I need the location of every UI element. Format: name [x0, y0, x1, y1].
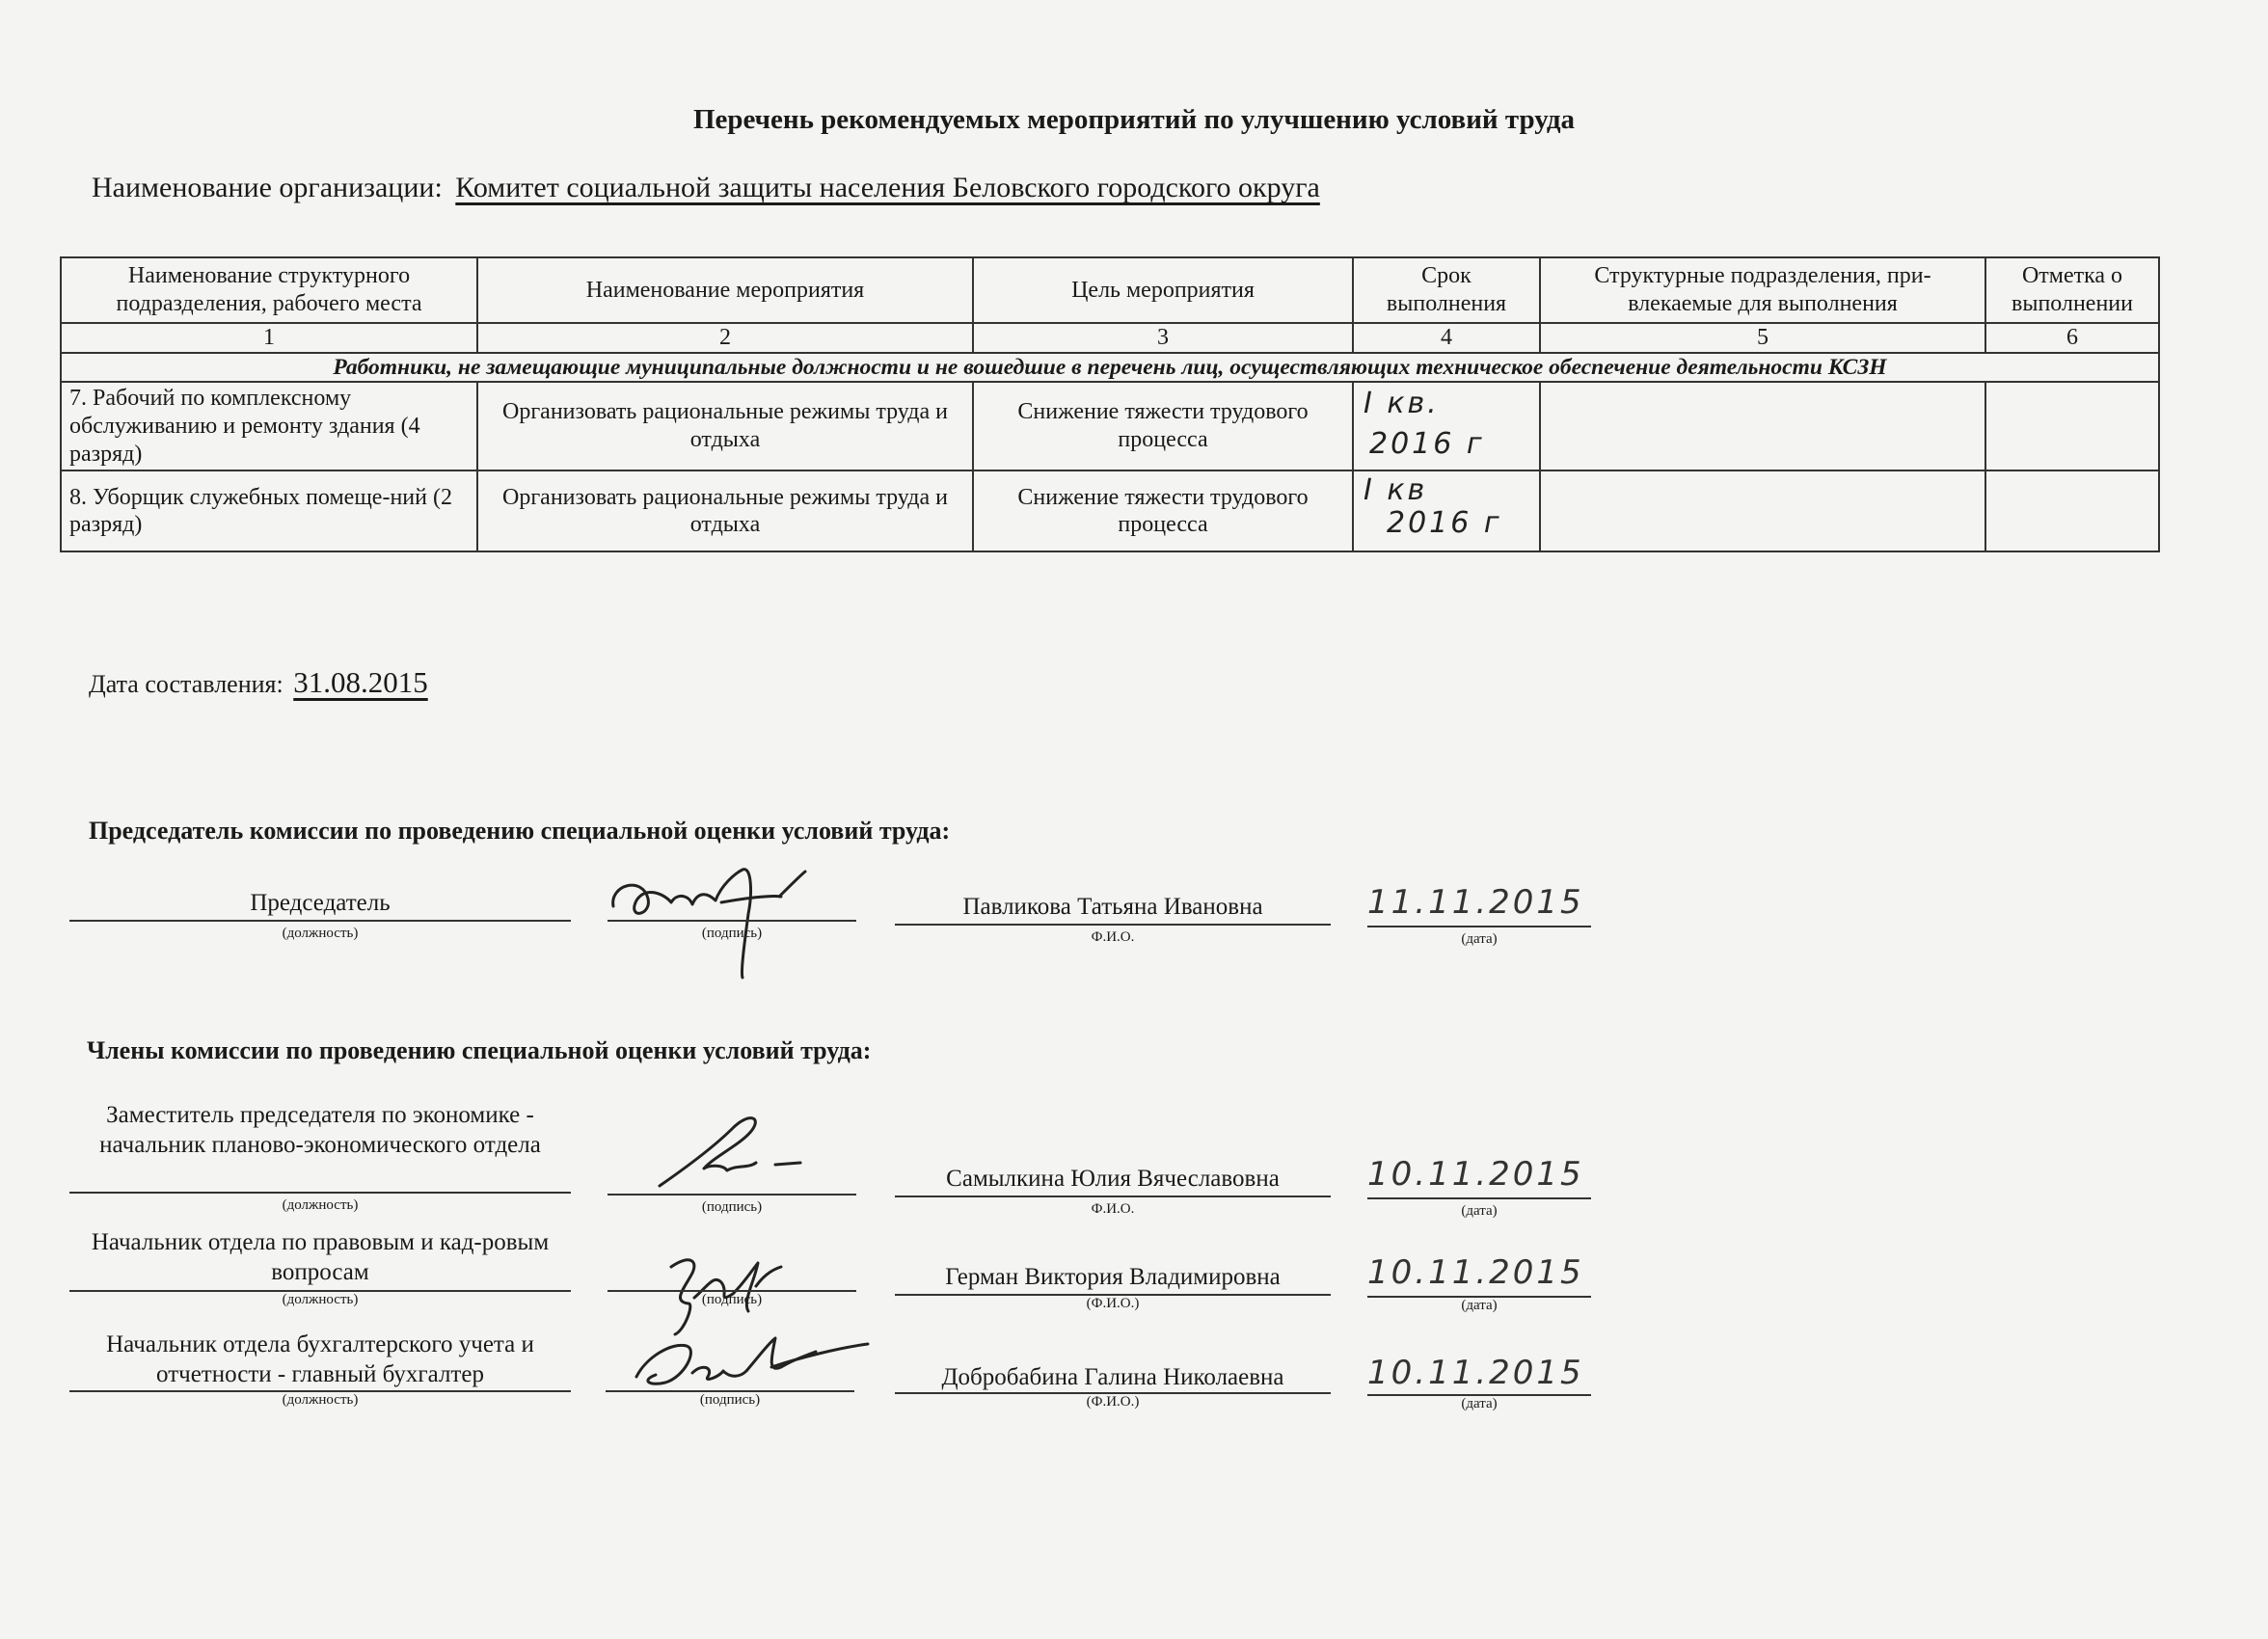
caption-signature: (подпись): [701, 926, 763, 941]
deadline-handwritten-quarter: I кв: [1364, 473, 1428, 508]
caption-fio: Ф.И.О.: [1091, 1201, 1135, 1217]
chairman-heading: Председатель комиссии по проведению специальной оценки условий труда:: [89, 817, 951, 845]
caption-position: (должность): [282, 1392, 359, 1408]
goal-cell: Снижение тяжести трудового процесса: [973, 470, 1353, 551]
member-date: 10.11.2015: [1367, 1253, 1584, 1292]
header-deadline: Срок выполнения: [1353, 257, 1540, 323]
deadline-handwritten-quarter: I кв.: [1364, 386, 1440, 420]
chairman-position: Председатель: [250, 890, 391, 916]
deadline-cell: [1353, 382, 1540, 470]
departments-cell: [1540, 470, 1985, 551]
table-row: [61, 382, 2159, 470]
member-position: Начальник отдела по правовым и кад-ровым вопросам: [91, 1229, 550, 1285]
group-title: Работники, не замещающие муниципальные должности и не вошедшие в перечень лиц, осуществляющих техническое обеспечение деятельности КСЗН: [61, 353, 2159, 382]
deadline-cell: [1353, 470, 1540, 551]
caption-fio-paren: (Ф.И.О.): [1086, 1296, 1140, 1311]
organization-label: Наименование организации:: [92, 172, 443, 203]
mark-cell: [1985, 382, 2159, 470]
measure-cell: Организовать рациональные режимы труда и отдыха: [477, 470, 973, 551]
header-mark: Отметка о выполнении: [1985, 257, 2159, 323]
goal-cell: Снижение тяжести трудового процесса: [973, 382, 1353, 470]
column-number: 1: [61, 323, 477, 353]
members-heading: Члены комиссии по проведению специальной оценки условий труда:: [87, 1036, 872, 1064]
column-number: 3: [973, 323, 1353, 353]
table-header-row: [61, 257, 2159, 323]
header-measure: Наименование мероприятия: [477, 257, 973, 323]
caption-date: (дата): [1461, 931, 1498, 947]
caption-position: (должность): [282, 1197, 359, 1213]
mark-cell: [1985, 470, 2159, 551]
caption-date: (дата): [1461, 1298, 1498, 1313]
caption-position: (должность): [282, 926, 359, 941]
header-goal: Цель мероприятия: [973, 257, 1353, 323]
member-name: Добробабина Галина Николаевна: [941, 1364, 1284, 1390]
chairman-name: Павликова Татьяна Ивановна: [962, 894, 1263, 920]
chairman-signature: [608, 856, 839, 981]
deadline-handwritten-year: 2016 г: [1387, 506, 1502, 541]
column-number: 6: [1985, 323, 2159, 353]
deadline-handwritten-year: 2016 г: [1369, 426, 1485, 461]
column-number: 4: [1353, 323, 1540, 353]
caption-fio-paren: (Ф.И.О.): [1086, 1394, 1140, 1410]
column-number: 5: [1540, 323, 1985, 353]
compiled-label: Дата составления:: [89, 670, 284, 698]
member-name: Герман Виктория Владимировна: [945, 1264, 1281, 1290]
member-date: 10.11.2015: [1367, 1354, 1584, 1392]
organization-line: [92, 172, 1326, 204]
member-name: Самылкина Юлия Вячеславовна: [946, 1166, 1280, 1192]
header-departments: Структурные подразделения, при-влекаемые для выполнения: [1540, 257, 1985, 323]
header-workplace: Наименование структурного подразделения, рабочего места: [61, 257, 477, 323]
caption-date: (дата): [1461, 1396, 1498, 1411]
caption-signature: (подпись): [699, 1392, 761, 1408]
caption-position: (должность): [282, 1292, 359, 1307]
caption-date: (дата): [1461, 1203, 1498, 1219]
column-number: 2: [477, 323, 973, 353]
departments-cell: [1540, 382, 1985, 470]
member-date: 10.11.2015: [1367, 1155, 1584, 1194]
column-numbers-row: [61, 323, 2159, 353]
workplace-cell: 7. Рабочий по комплексному обслуживанию и ремонту здания (4 разряд): [61, 382, 477, 470]
measures-table: [60, 256, 2160, 552]
measure-cell: Организовать рациональные режимы труда и отдыха: [477, 382, 973, 470]
workplace-cell: 8. Уборщик служебных помеще-ний (2 разряд): [61, 470, 477, 551]
compiled-date: 31.08.2015: [293, 665, 428, 699]
compiled-date-line: [89, 665, 432, 700]
caption-signature: (подпись): [701, 1292, 763, 1307]
chairman-date: 11.11.2015: [1367, 883, 1584, 922]
document-title: Перечень рекомендуемых мероприятий по улучшению условий труда: [692, 104, 1576, 135]
organization-name: Комитет социальной защиты населения Беловского городского округа: [455, 172, 1320, 203]
member-signature: [656, 1109, 829, 1196]
member-position: Заместитель председателя по экономике - начальник планово-экономического отдела: [99, 1102, 541, 1158]
caption-signature: (подпись): [701, 1199, 763, 1215]
member-position: Начальник отдела бухгалтерского учета и отчетности - главный бухгалтер: [106, 1331, 534, 1387]
caption-fio: Ф.И.О.: [1091, 929, 1135, 945]
group-row: [61, 353, 2159, 382]
table-row: [61, 470, 2159, 551]
